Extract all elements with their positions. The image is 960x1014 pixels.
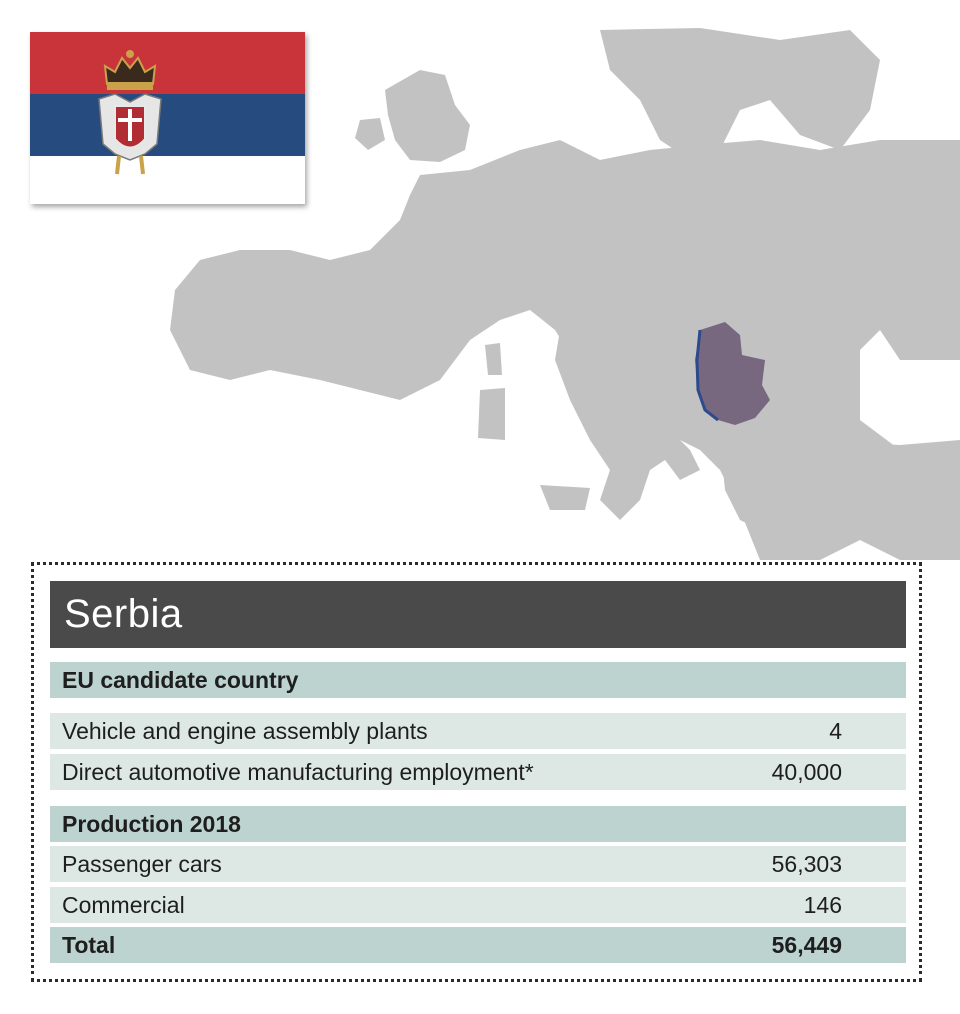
fact-row-employment	[50, 754, 906, 790]
production-heading-row	[50, 806, 906, 842]
eu-status-row	[50, 662, 906, 698]
flag-blue-stripe	[30, 94, 305, 156]
total-label: Total	[62, 931, 116, 958]
eu-status-label: EU candidate country	[62, 666, 299, 693]
fact-row-plants	[50, 713, 906, 749]
fact-value: 4	[829, 717, 842, 744]
fact-value: 40,000	[771, 758, 842, 785]
production-row-passenger	[50, 846, 906, 882]
total-value: 56,449	[771, 931, 842, 958]
production-value: 146	[803, 891, 842, 918]
production-row-commercial	[50, 887, 906, 923]
production-label: Commercial	[62, 891, 185, 918]
serbia-flag	[30, 32, 305, 204]
production-value: 56,303	[771, 850, 842, 877]
flag-red-stripe	[30, 32, 305, 94]
production-heading: Production 2018	[62, 810, 241, 837]
production-label: Passenger cars	[62, 850, 222, 877]
coat-of-arms-icon	[95, 44, 165, 194]
page-title: Serbia	[50, 581, 906, 648]
fact-label: Vehicle and engine assembly plants	[62, 717, 428, 744]
flag-white-stripe	[30, 156, 305, 204]
production-total-row	[50, 927, 906, 963]
fact-label: Direct automotive manufacturing employment*	[62, 758, 534, 785]
